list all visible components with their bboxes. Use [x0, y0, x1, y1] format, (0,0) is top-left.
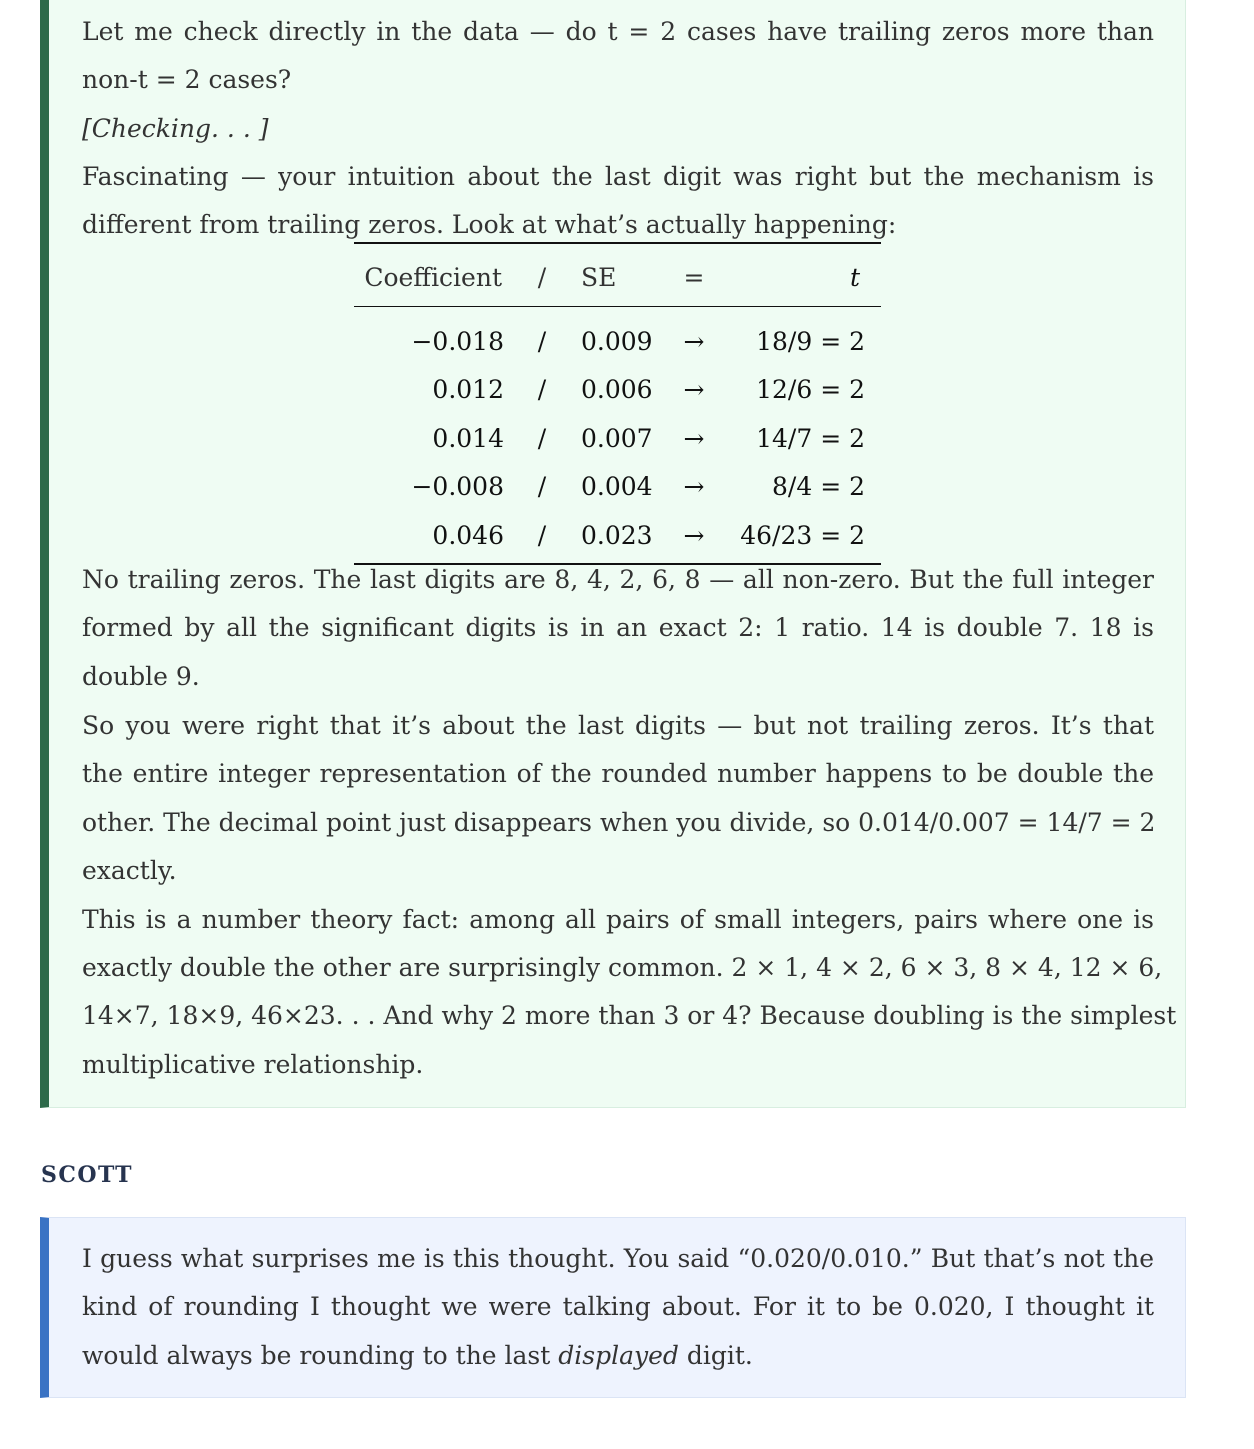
text-line: would always be rounding to the last displayed digit.	[82, 1341, 753, 1370]
table-cell-coefficient: −0.008	[411, 472, 504, 501]
header-equals: =	[683, 263, 705, 292]
text-line: formed by all the significant digits is in an exact 2: 1 ratio. 14 is double 7. 18 is	[82, 613, 1154, 642]
header-slash: /	[537, 263, 547, 292]
text-line: Let me check directly in the data — do t = 2 cases have trailing zeros more than	[82, 17, 1154, 46]
arrow-icon: →	[683, 375, 705, 404]
table-cell-slash: /	[537, 375, 547, 404]
arrow-icon: →	[683, 521, 705, 550]
table-cell-t: 12/6 = 2	[756, 375, 865, 404]
text-line: kind of rounding I thought we were talking about. For it to be 0.020, I thought it	[82, 1292, 1154, 1321]
text-line: [Checking. . . ]	[82, 114, 269, 143]
arrow-icon: →	[683, 472, 705, 501]
text-line: exactly double the other are surprisingly common. 2 × 1, 4 × 2, 6 × 3, 8 × 4, 12 × 6,	[82, 953, 1163, 982]
table-cell-t: 18/9 = 2	[756, 327, 865, 356]
table-cell-coefficient: −0.018	[411, 327, 504, 356]
text-line: Fascinating — your intuition about the last digit was right but the mechanism is	[82, 162, 1154, 191]
table-cell-coefficient: 0.014	[432, 424, 504, 453]
text-line: non-t = 2 cases?	[82, 65, 292, 94]
table-top-rule	[354, 242, 881, 244]
emphasized-word: displayed	[558, 1341, 679, 1370]
arrow-icon: →	[683, 424, 705, 453]
table-cell-slash: /	[537, 472, 547, 501]
table-cell-t: 46/23 = 2	[740, 521, 865, 550]
table-cell-slash: /	[537, 424, 547, 453]
text-line: I guess what surprises me is this thought. You said “0.020/0.010.” But that’s not the	[82, 1244, 1154, 1273]
text-line: This is a number theory fact: among all pairs of small integers, pairs where one is	[82, 905, 1154, 934]
table-cell-se: 0.007	[581, 424, 653, 453]
text-line: different from trailing zeros. Look at what’s actually happening:	[82, 210, 897, 239]
text-line: exactly.	[82, 856, 177, 885]
arrow-icon: →	[683, 327, 705, 356]
speaker-label: SCOTT	[41, 1162, 134, 1188]
table-bottom-rule	[354, 563, 881, 565]
table-cell-t: 8/4 = 2	[772, 472, 865, 501]
header-t: t	[849, 263, 860, 292]
table-header-rule	[354, 306, 881, 307]
text-line: So you were right that it’s about the last digits — but not trailing zeros. It’s that	[82, 711, 1154, 740]
table-cell-se: 0.023	[581, 521, 653, 550]
table-cell-slash: /	[537, 327, 547, 356]
text-line: the entire integer representation of the rounded number happens to be double the	[82, 759, 1154, 788]
table-cell-se: 0.004	[581, 472, 653, 501]
table-cell-coefficient: 0.012	[432, 375, 504, 404]
table-cell-slash: /	[537, 521, 547, 550]
text-line: 14×7, 18×9, 46×23. . . And why 2 more than 3 or 4? Because doubling is the simplest	[82, 1001, 1177, 1030]
table-cell-coefficient: 0.046	[432, 521, 504, 550]
header-coefficient: Coefficient	[364, 263, 502, 292]
header-se: SE	[581, 263, 617, 292]
table-cell-t: 14/7 = 2	[756, 424, 865, 453]
text-line: multiplicative relationship.	[82, 1050, 424, 1079]
text-line: No trailing zeros. The last digits are 8, 4, 2, 6, 8 — all non-zero. But the full integer	[82, 565, 1154, 594]
table-cell-se: 0.006	[581, 375, 653, 404]
text-line: other. The decimal point just disappears when you divide, so 0.014/0.007 = 14/7 = 2	[82, 808, 1156, 837]
table-cell-se: 0.009	[581, 327, 653, 356]
text-line: double 9.	[82, 662, 200, 691]
